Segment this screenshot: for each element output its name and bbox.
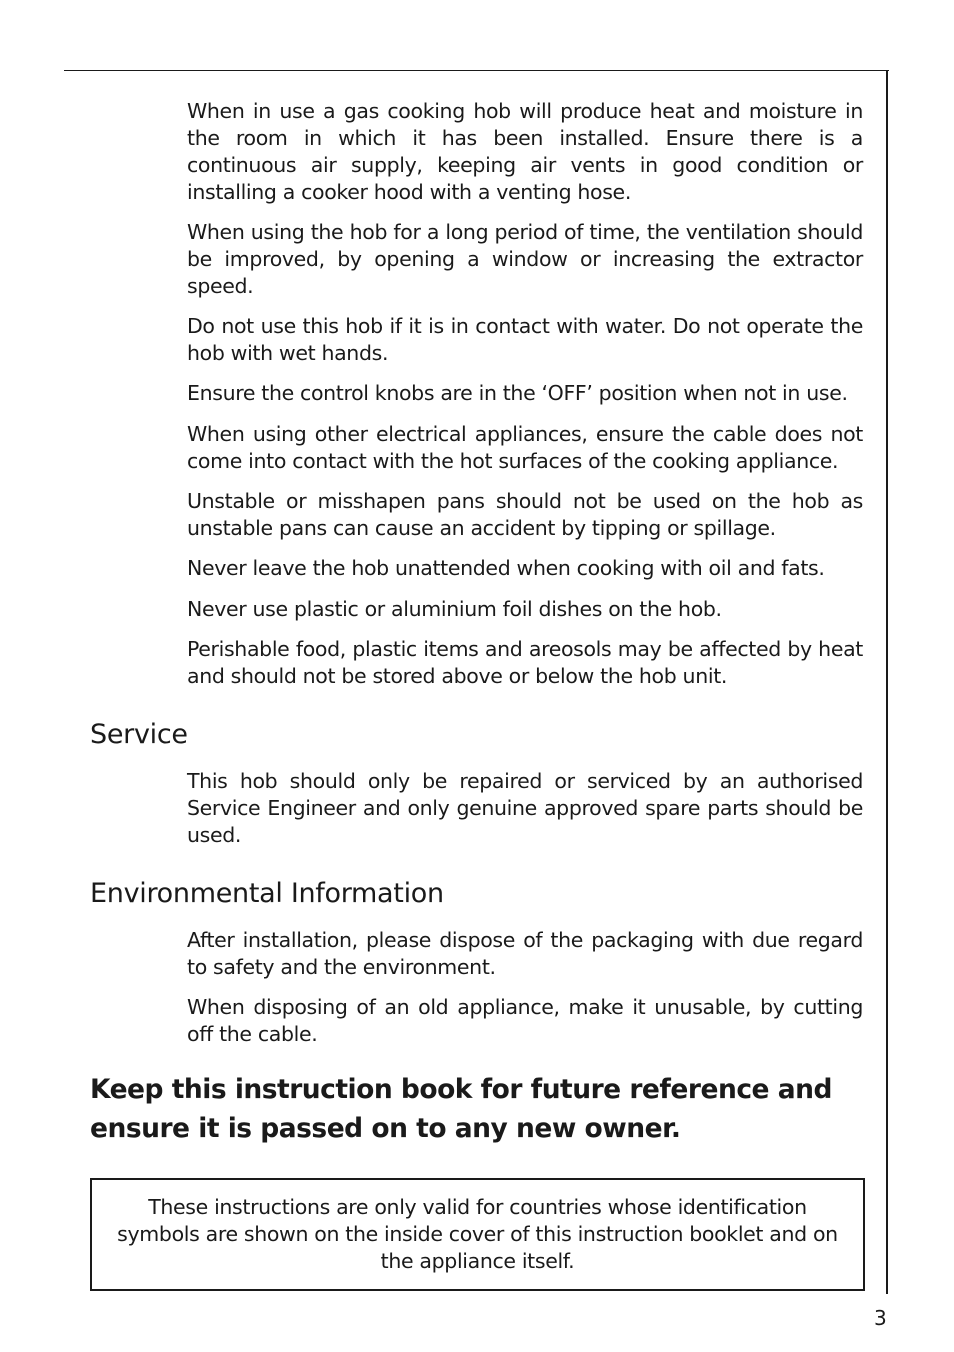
page-number: 3 xyxy=(874,1306,887,1330)
service-paragraph: This hob should only be repaired or serviced by an authorised Service Engineer and only genuine approved spare parts should be used. xyxy=(187,769,863,847)
environment-section xyxy=(187,927,863,1048)
safety-paragraph: Never use plastic or aluminium foil dishes on the hob. xyxy=(187,597,722,621)
safety-paragraph: Unstable or misshapen pans should not be used on the hob as unstable pans can cause an accident by tipping or spillage. xyxy=(187,489,863,540)
environment-paragraph: When disposing of an old appliance, make it unusable, by cutting off the cable. xyxy=(187,995,863,1046)
safety-section xyxy=(187,98,863,690)
safety-paragraph: When using other electrical appliances, ensure the cable does not come into contact with the hot surfaces of the cooking appliance. xyxy=(187,422,863,473)
environment-paragraph: After installation, please dispose of the packaging with due regard to safety and the environment. xyxy=(187,928,863,979)
safety-paragraph: When in use a gas cooking hob will produce heat and moisture in the room in which it has been installed. Ensure there is a continuous air supply, keeping air vents in good condition or installing a cooker hood with a venting hose. xyxy=(187,99,863,204)
top-rule xyxy=(64,70,889,71)
service-heading: Service xyxy=(90,719,188,750)
keep-instructions-notice: Keep this instruction book for future reference and ensure it is passed on to any new owner. xyxy=(90,1074,832,1144)
safety-paragraph: When using the hob for a long period of time, the ventilation should be improved, by opening a window or increasing the extractor speed. xyxy=(187,220,863,298)
safety-paragraph: Ensure the control knobs are in the ‘OFF’ position when not in use. xyxy=(187,381,848,405)
environment-heading: Environmental Information xyxy=(90,878,444,909)
validity-notice-box xyxy=(90,1178,865,1291)
service-section xyxy=(187,768,863,849)
safety-paragraph: Never leave the hob unattended when cooking with oil and fats. xyxy=(187,556,825,580)
safety-paragraph: Do not use this hob if it is in contact with water. Do not operate the hob with wet hands. xyxy=(187,314,863,365)
right-rule xyxy=(886,70,888,1294)
validity-notice-text: These instructions are only valid for countries whose identification symbols are shown on the inside cover of this instruction booklet and on the appliance itself. xyxy=(117,1195,838,1273)
safety-paragraph: Perishable food, plastic items and areosols may be affected by heat and should not be stored above or below the hob unit. xyxy=(187,637,863,688)
